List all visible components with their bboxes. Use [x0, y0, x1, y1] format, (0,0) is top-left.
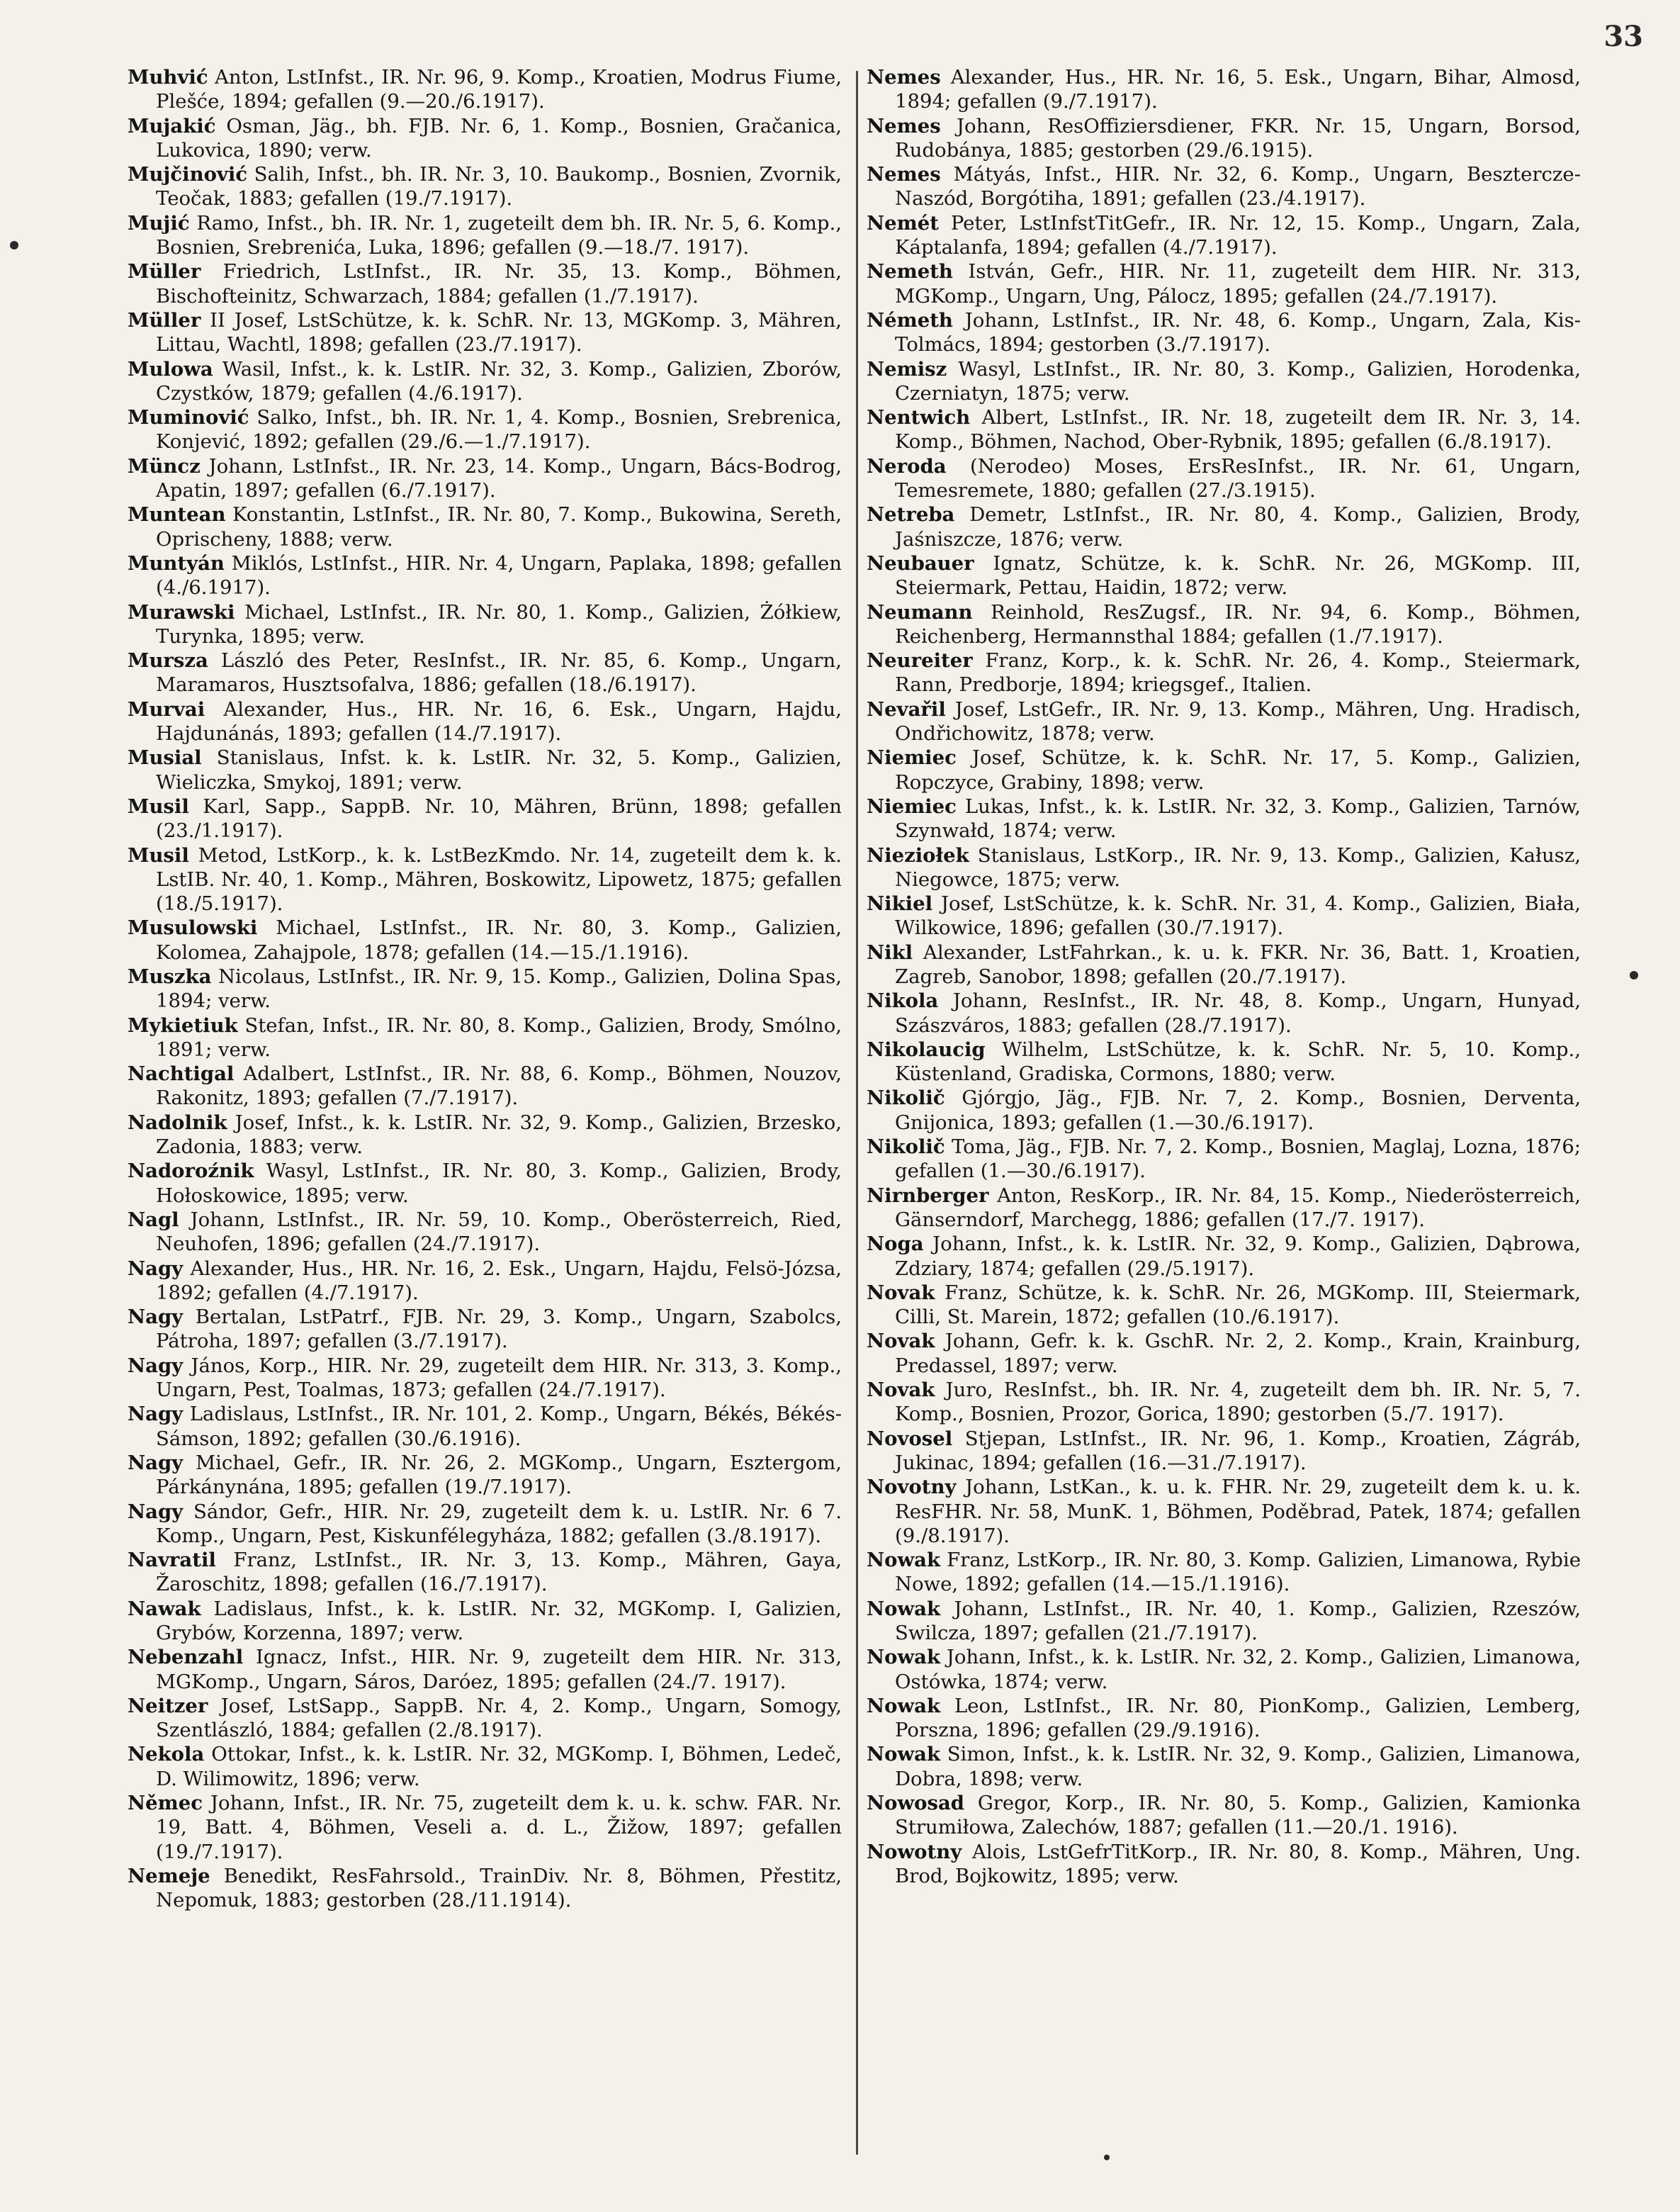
register-entry: [867, 795, 1581, 843]
register-entry: [128, 600, 842, 649]
register-entry: [867, 989, 1581, 1038]
entry-surname: Neitzer: [128, 1694, 208, 1717]
register-entry: [128, 1500, 842, 1549]
scan-speck: [1104, 2155, 1110, 2160]
register-entry: [867, 308, 1581, 357]
register-entry: [867, 162, 1581, 211]
entry-details: Peter, LstInfstTitGefr., IR. Nr. 12, 15. Komp., Ungarn, Zala, Káptalanfa, 1894; gefallen (4./7.1917).: [895, 211, 1581, 259]
register-entry: [128, 308, 842, 357]
register-entry: [867, 1597, 1581, 1646]
register-entry: [128, 1159, 842, 1208]
entry-surname: Musial: [128, 746, 202, 770]
entry-details: János, Korp., HIR. Nr. 29, zugeteilt dem HIR. Nr. 313, 3. Komp., Ungarn, Pest, Toalmas, 1873; gefallen (24./7.1917).: [156, 1354, 842, 1402]
register-entry: [128, 1305, 842, 1354]
entry-details: Friedrich, LstInfst., IR. Nr. 35, 13. Komp., Böhmen, Bischofteinitz, Schwarzach, 1884; gefallen (1./7.1917).: [156, 260, 842, 308]
entry-surname: Nentwich: [867, 406, 971, 430]
entry-details: Alexander, Hus., HR. Nr. 16, 5. Esk., Ungarn, Bihar, Almosd, 1894; gefallen (9./7.1917).: [895, 66, 1581, 113]
entry-surname: Neubauer: [867, 551, 974, 575]
register-entry: [867, 1548, 1581, 1597]
entry-surname: Nagy: [128, 1306, 184, 1329]
entry-details: Josef, LstSchütze, k. k. SchR. Nr. 31, 4. Komp., Galizien, Biała, Wilkowice, 1896; gefallen (30./7.1917).: [895, 892, 1581, 940]
entry-details: Ignacz, Infst., HIR. Nr. 9, zugeteilt dem HIR. Nr. 313, MGKomp., Ungarn, Sáros, Daróez, 1895; gefallen (24./7. 1917).: [156, 1646, 842, 1693]
register-entry: [867, 1427, 1581, 1476]
entry-surname: Navratil: [128, 1549, 216, 1572]
entry-surname: Nagy: [128, 1500, 184, 1523]
entry-details: Mátyás, Infst., HIR. Nr. 32, 6. Komp., Ungarn, Besztercze-Naszód, Borgótiha, 1891; gefallen (23./4.1917).: [895, 163, 1581, 210]
register-entry: [128, 1548, 842, 1597]
entry-surname: Musulowski: [128, 916, 258, 940]
scan-speck: [1630, 971, 1638, 979]
entry-details: Miklós, LstInfst., HIR. Nr. 4, Ungarn, Paplaka, 1898; gefallen (4./6.1917).: [156, 551, 842, 600]
entry-surname: Neureiter: [867, 649, 973, 673]
scan-speck: [10, 241, 18, 249]
entry-details: Josef, Infst., k. k. LstIR. Nr. 32, 9. Komp., Galizien, Brzesko, Zadonia, 1883; verw.: [156, 1111, 842, 1159]
entry-details: Franz, LstInfst., IR. Nr. 3, 13. Komp., Mähren, Gaya, Žaroschitz, 1898; gefallen (16./7.1917).: [156, 1549, 842, 1596]
entry-details: Franz, LstKorp., IR. Nr. 80, 3. Komp. Galizien, Limanowa, Rybie Nowe, 1892; gefallen (14.—15./1.1916).: [895, 1549, 1581, 1596]
entry-details: Johann, Infst., k. k. LstIR. Nr. 32, 9. Komp., Galizien, Dąbrowa, Zdziary, 1874; gefallen (29./5.1917).: [895, 1233, 1581, 1280]
register-entry: [128, 1694, 842, 1743]
entry-surname: Němec: [128, 1792, 203, 1815]
entry-surname: Nowak: [867, 1597, 941, 1620]
register-entry: [128, 162, 842, 211]
entry-details: Franz, Schütze, k. k. SchR. Nr. 26, MGKomp. III, Steiermark, Cilli, St. Marein, 1872; gefallen (10./6.1917).: [895, 1281, 1581, 1329]
register-entry: [128, 1791, 842, 1864]
entry-surname: Novak: [867, 1281, 935, 1304]
entry-surname: Mujić: [128, 211, 190, 235]
entry-surname: Netreba: [867, 503, 955, 527]
entry-details: Stefan, Infst., IR. Nr. 80, 8. Komp., Galizien, Brody, Smólno, 1891; verw.: [156, 1014, 842, 1061]
entry-details: Josef, Schütze, k. k. SchR. Nr. 17, 5. Komp., Galizien, Ropczyce, Grabiny, 1898; verw.: [895, 746, 1581, 794]
register-entry: [867, 600, 1581, 649]
entry-details: Toma, Jäg., FJB. Nr. 7, 2. Komp., Bosnien, Maglaj, Lozna, 1876; gefallen (1.—30./6.1917).: [895, 1135, 1581, 1183]
entry-details: Johann, LstInfst., IR. Nr. 23, 14. Komp., Ungarn, Bács-Bodrog, Apatin, 1897; gefallen (6./7.1917).: [156, 454, 842, 503]
register-entry: [128, 454, 842, 503]
entry-details: Anton, LstInfst., IR. Nr. 96, 9. Komp., Kroatien, Modrus Fiume, Plešće, 1894; gefallen (9.—20./6.1917).: [156, 66, 842, 113]
register-entry: [128, 357, 842, 406]
entry-details: Ladislaus, Infst., k. k. LstIR. Nr. 32, MGKomp. I, Galizien, Grybów, Korzenna, 1897; verw.: [156, 1597, 842, 1644]
entry-details: Adalbert, LstInfst., IR. Nr. 88, 6. Komp., Böhmen, Nouzov, Rakonitz, 1893; gefallen (7./7.1917).: [156, 1062, 842, 1110]
entry-surname: Mulowa: [128, 357, 213, 381]
entry-details: Johann, Gefr. k. k. GschR. Nr. 2, 2. Komp., Krain, Krainburg, Predassel, 1897; verw.: [895, 1330, 1581, 1377]
entry-surname: Nowak: [867, 1743, 941, 1766]
entry-details: Stanislaus, Infst. k. k. LstIR. Nr. 32, 5. Komp., Galizien, Wieliczka, Smykoj, 1891; verw.: [156, 746, 842, 794]
entry-surname: Neroda: [867, 454, 947, 478]
entry-surname: Müller: [128, 308, 201, 332]
entry-surname: Niemiec: [867, 746, 957, 770]
register-entry: [867, 697, 1581, 746]
entry-details: Johann, LstKan., k. u. k. FHR. Nr. 29, zugeteilt dem k. u. k. ResFHR. Nr. 58, MunK. 1, Böhmen, Poděbrad, Patek, 1874; gefallen (9./8.1917).: [895, 1476, 1581, 1547]
register-entry: [128, 259, 842, 308]
entry-details: Wasyl, LstInfst., IR. Nr. 80, 3. Komp., Galizien, Brody, Hołoskowice, 1895; verw.: [156, 1160, 842, 1207]
entry-surname: Nagy: [128, 1451, 184, 1474]
entry-details: Wilhelm, LstSchütze, k. k. SchR. Nr. 5, 10. Komp., Küstenland, Gradiska, Cormons, 1880; verw.: [895, 1038, 1581, 1086]
register-entry: [867, 357, 1581, 406]
entry-surname: Nachtigal: [128, 1062, 235, 1086]
column-divider: [856, 71, 858, 2155]
entry-details: Alexander, Hus., HR. Nr. 16, 2. Esk., Ungarn, Hajdu, Felsö-Józsa, 1892; gefallen (4./7.1917).: [156, 1257, 842, 1304]
entry-surname: Musil: [128, 795, 189, 818]
entry-details: Alois, LstGefrTitKorp., IR. Nr. 80, 8. Komp., Mähren, Ung. Brod, Bojkowitz, 1895; verw.: [895, 1840, 1581, 1887]
register-entry: [128, 1014, 842, 1062]
entry-surname: Nemes: [867, 66, 941, 89]
right-column: [867, 65, 1581, 2163]
entry-details: Anton, ResKorp., IR. Nr. 84, 15. Komp., Niederösterreich, Gänserndorf, Marchegg, 1886; gefallen (17./7. 1917).: [895, 1184, 1581, 1231]
register-entry: [128, 65, 842, 114]
register-entry: [867, 1232, 1581, 1281]
entry-surname: Nikola: [867, 989, 939, 1013]
entry-surname: Nagy: [128, 1403, 184, 1426]
register-entry: [128, 551, 842, 600]
register-entry: [867, 1329, 1581, 1378]
entry-surname: Mykietiuk: [128, 1014, 238, 1037]
register-entry: [128, 114, 842, 163]
entry-details: Metod, LstKorp., k. k. LstBezKmdo. Nr. 14, zugeteilt dem k. k. LstIB. Nr. 40, 1. Komp., Mähren, Boskowitz, Lipowetz, 1875; gefallen (18./5.1917).: [156, 843, 842, 916]
entry-surname: Nieziołek: [867, 843, 969, 867]
register-entry: [867, 1694, 1581, 1743]
register-entry: [867, 1475, 1581, 1548]
entry-surname: Németh: [867, 308, 953, 332]
entry-details: Demetr, LstInfst., IR. Nr. 80, 4. Komp., Galizien, Brody, Jaśniszcze, 1876; verw.: [895, 503, 1581, 551]
register-entry: [867, 1840, 1581, 1889]
left-column: [128, 65, 842, 2163]
entry-details: Alexander, LstFahrkan., k. u. k. FKR. Nr. 36, Batt. 1, Kroatien, Zagreb, Sanobor, 1898; gefallen (20./7.1917).: [895, 941, 1581, 988]
entry-details: Johann, ResOffiziersdiener, FKR. Nr. 15, Ungarn, Borsod, Rudobánya, 1885; gestorben (29./6.1915).: [895, 114, 1581, 162]
entry-surname: Murawski: [128, 600, 235, 624]
entry-details: Stjepan, LstInfst., IR. Nr. 96, 1. Komp., Kroatien, Zágráb, Jukinac, 1894; gefallen (16.—31./7.1917).: [895, 1427, 1581, 1474]
entry-surname: Novosel: [867, 1427, 953, 1450]
entry-details: Franz, Korp., k. k. SchR. Nr. 26, 4. Komp., Steiermark, Rann, Predborje, 1894; kriegsgef., Italien.: [895, 649, 1581, 697]
entry-surname: Muminović: [128, 406, 249, 430]
entry-surname: Nagl: [128, 1208, 179, 1231]
entry-details: Johann, Infst., k. k. LstIR. Nr. 32, 2. Komp., Galizien, Limanowa, Ostówka, 1874; verw.: [895, 1646, 1581, 1693]
entry-surname: Nikl: [867, 941, 913, 964]
entry-details: Alexander, Hus., HR. Nr. 16, 6. Esk., Ungarn, Hajdu, Hajdunánás, 1893; gefallen (14./7.1917).: [156, 697, 842, 746]
entry-surname: Muntean: [128, 503, 226, 527]
register-entry: [128, 1111, 842, 1160]
entry-details: Salko, Infst., bh. IR. Nr. 1, 4. Komp., Bosnien, Srebrenica, Konjević, 1892; gefallen (29./6.—1./7.1917).: [156, 406, 842, 454]
entry-details: Josef, LstSapp., SappB. Nr. 4, 2. Komp., Ungarn, Somogy, Szentlászló, 1884; gefallen (2./8.1917).: [156, 1694, 842, 1742]
entry-details: Ignatz, Schütze, k. k. SchR. Nr. 26, MGKomp. III, Steiermark, Pettau, Haidin, 1872; verw.: [895, 551, 1581, 600]
entry-surname: Nowak: [867, 1549, 941, 1572]
register-entry: [128, 843, 842, 916]
entry-details: Gregor, Korp., IR. Nr. 80, 5. Komp., Galizien, Kamionka Strumiłowa, Zalechów, 1887; gefallen (11.—20./1. 1916).: [895, 1792, 1581, 1839]
entry-details: Benedikt, ResFahrsold., TrainDiv. Nr. 8, Böhmen, Přestitz, Nepomuk, 1883; gestorben (28./11.1914).: [156, 1864, 842, 1912]
entry-details: Michael, LstInfst., IR. Nr. 80, 3. Komp., Galizien, Kolomea, Zahajpole, 1878; gefallen (14.—15./1.1916).: [156, 916, 842, 964]
entry-details: Wasyl, LstInfst., IR. Nr. 80, 3. Komp., Galizien, Horodenka, Czerniatyn, 1875; verw.: [895, 357, 1581, 405]
register-entry: [128, 916, 842, 965]
register-entry: [867, 1184, 1581, 1233]
register-entry: [867, 1038, 1581, 1087]
entry-surname: Nikolaucig: [867, 1038, 986, 1061]
register-entry: [867, 259, 1581, 308]
entry-surname: Murvai: [128, 697, 205, 721]
entry-surname: Noga: [867, 1233, 924, 1256]
register-entry: [128, 1354, 842, 1403]
entry-surname: Nadolnik: [128, 1111, 227, 1134]
entry-surname: Nirnberger: [867, 1184, 989, 1207]
entry-details: Johann, Infst., IR. Nr. 75, zugeteilt dem k. u. k. schw. FAR. Nr. 19, Batt. 4, Böhmen, Veseli a. d. L., Žižow, 1897; gefallen (19./7.1917).: [156, 1792, 842, 1863]
entry-surname: Novak: [867, 1330, 935, 1353]
entry-details: Salih, Infst., bh. IR. Nr. 3, 10. Baukomp., Bosnien, Zvornik, Teočak, 1883; gefallen (19./7.1917).: [156, 163, 842, 210]
entry-surname: Muhvić: [128, 66, 208, 89]
entry-surname: Nikolič: [867, 1135, 945, 1159]
page-columns: [128, 65, 1581, 2163]
register-entry: [128, 503, 842, 551]
entry-surname: Nowak: [867, 1694, 941, 1717]
entry-surname: Muntyán: [128, 551, 225, 575]
register-entry: [867, 941, 1581, 989]
entry-surname: Mujakić: [128, 114, 216, 137]
entry-details: Bertalan, LstPatrf., FJB. Nr. 29, 3. Komp., Ungarn, Szabolcs, Pátroha, 1897; gefallen (3./7.1917).: [156, 1306, 842, 1353]
register-entry: [128, 1742, 842, 1791]
entry-details: Stanislaus, LstKorp., IR. Nr. 9, 13. Komp., Galizien, Kałusz, Niegowce, 1875; verw.: [895, 843, 1581, 891]
entry-details: Albert, LstInfst., IR. Nr. 18, zugeteilt dem IR. Nr. 3, 14. Komp., Böhmen, Nachod, Ober-Rybnik, 1895; gefallen (6./8.1917).: [895, 406, 1581, 454]
register-entry: [867, 454, 1581, 503]
entry-details: Simon, Infst., k. k. LstIR. Nr. 32, 9. Komp., Galizien, Limanowa, Dobra, 1898; verw.: [895, 1743, 1581, 1790]
entry-details: (Nerodeo) Moses, ErsResInfst., IR. Nr. 61, Ungarn, Temesremete, 1880; gefallen (27./3.1915).: [895, 454, 1581, 503]
register-entry: [128, 1645, 842, 1694]
entry-surname: Neumann: [867, 600, 973, 624]
register-entry: [128, 795, 842, 843]
register-entry: [867, 746, 1581, 795]
entry-details: Nicolaus, LstInfst., IR. Nr. 9, 15. Komp., Galizien, Dolina Spas, 1894; verw.: [156, 965, 842, 1013]
entry-surname: Nebenzahl: [128, 1646, 244, 1669]
entry-details: Ottokar, Infst., k. k. LstIR. Nr. 32, MGKomp. I, Böhmen, Ledeč, D. Wilimowitz, 1896; verw.: [156, 1743, 842, 1790]
entry-surname: Müller: [128, 260, 201, 283]
entry-surname: Novak: [867, 1379, 935, 1402]
entry-surname: Müncz: [128, 454, 201, 478]
register-entry: [867, 405, 1581, 454]
register-entry: [867, 1742, 1581, 1791]
entry-details: Gjórgjo, Jäg., FJB. Nr. 7, 2. Komp., Bosnien, Derventa, Gnijonica, 1893; gefallen (1.—30./6.1917).: [895, 1087, 1581, 1134]
entry-details: Lukas, Infst., k. k. LstIR. Nr. 32, 3. Komp., Galizien, Tarnów, Szynwałd, 1874; verw.: [895, 795, 1581, 843]
register-entry: [867, 211, 1581, 260]
register-entry: [867, 551, 1581, 600]
register-entry: [128, 1208, 842, 1257]
entry-surname: Nemisz: [867, 357, 947, 381]
entry-surname: Nemeth: [867, 260, 953, 283]
entry-details: Reinhold, ResZugsf., IR. Nr. 94, 6. Komp., Böhmen, Reichenberg, Hermannsthal 1884; gefallen (1./7.1917).: [895, 600, 1581, 648]
entry-surname: Mujčinović: [128, 163, 248, 186]
entry-surname: Nawak: [128, 1597, 201, 1620]
entry-surname: Musil: [128, 843, 189, 867]
register-entry: [128, 1257, 842, 1306]
register-entry: [867, 892, 1581, 941]
entry-details: Ladislaus, LstInfst., IR. Nr. 101, 2. Komp., Ungarn, Békés, Békés-Sámson, 1892; gefallen (30./6.1916).: [156, 1403, 842, 1450]
register-entry: [128, 1451, 842, 1500]
entry-details: Johann, LstInfst., IR. Nr. 40, 1. Komp., Galizien, Rzeszów, Swilcza, 1897; gefallen (21./7.1917).: [895, 1597, 1581, 1644]
entry-details: Osman, Jäg., bh. FJB. Nr. 6, 1. Komp., Bosnien, Gračanica, Lukovica, 1890; verw.: [156, 114, 842, 162]
entry-surname: Nagy: [128, 1354, 184, 1377]
entry-surname: Novotny: [867, 1476, 957, 1499]
entry-details: István, Gefr., HIR. Nr. 11, zugeteilt dem HIR. Nr. 313, MGKomp., Ungarn, Ung, Pálocz, 1895; gefallen (24./7.1917).: [895, 260, 1581, 308]
register-entry: [867, 1135, 1581, 1184]
register-entry: [867, 843, 1581, 892]
register-entry: [128, 405, 842, 454]
entry-details: Juro, ResInfst., bh. IR. Nr. 4, zugeteilt dem bh. IR. Nr. 5, 7. Komp., Bosnien, Prozor, Gorica, 1890; gestorben (5./7. 1917).: [895, 1379, 1581, 1426]
register-entry: [128, 746, 842, 795]
entry-surname: Nemes: [867, 163, 941, 186]
entry-details: Wasil, Infst., k. k. LstIR. Nr. 32, 3. Komp., Galizien, Zborów, Czystków, 1879; gefallen (4./6.1917).: [156, 357, 842, 405]
register-entry: [867, 1791, 1581, 1840]
entry-surname: Mursza: [128, 649, 208, 673]
entry-surname: Nowak: [867, 1646, 941, 1669]
register-entry: [128, 965, 842, 1014]
register-entry: [128, 211, 842, 260]
entry-details: Ramo, Infst., bh. IR. Nr. 1, zugeteilt dem bh. IR. Nr. 5, 6. Komp., Bosnien, Srebrenića, Luka, 1896; gefallen (9.—18./7. 1917).: [156, 211, 842, 259]
register-entry: [128, 649, 842, 697]
entry-surname: Nowosad: [867, 1792, 965, 1815]
entry-surname: Nekola: [128, 1743, 205, 1766]
entry-surname: Nevařil: [867, 697, 946, 721]
entry-details: Johann, LstInfst., IR. Nr. 48, 6. Komp., Ungarn, Zala, Kis-Tolmács, 1894; gestorben (3./7.1917).: [895, 308, 1581, 356]
entry-surname: Nowotny: [867, 1840, 962, 1863]
entry-details: Johann, LstInfst., IR. Nr. 59, 10. Komp., Oberösterreich, Ried, Neuhofen, 1896; gefallen (24./7.1917).: [156, 1208, 842, 1256]
entry-details: Konstantin, LstInfst., IR. Nr. 80, 7. Komp., Bukowina, Sereth, Oprischeny, 1888; verw.: [156, 503, 842, 551]
entry-surname: Nemét: [867, 211, 939, 235]
register-entry: [867, 1378, 1581, 1427]
entry-surname: Muszka: [128, 965, 212, 988]
entry-surname: Nemeje: [128, 1864, 210, 1887]
entry-details: László des Peter, ResInfst., IR. Nr. 85, 6. Komp., Ungarn, Maramaros, Husztsofalva, 1886; gefallen (18./6.1917).: [156, 649, 842, 697]
entry-surname: Nemes: [867, 114, 941, 137]
entry-details: Josef, LstGefr., IR. Nr. 9, 13. Komp., Mähren, Ung. Hradisch, Ondřichowitz, 1878; verw.: [895, 697, 1581, 746]
entry-details: Sándor, Gefr., HIR. Nr. 29, zugeteilt dem k. u. LstIR. Nr. 6 7. Komp., Ungarn, Pest, Kiskunfélegyháza, 1882; gefallen (3./8.1917).: [156, 1500, 842, 1547]
entry-details: Michael, Gefr., IR. Nr. 26, 2. MGKomp., Ungarn, Esztergom, Párkánynána, 1895; gefallen (19./7.1917).: [156, 1451, 842, 1499]
register-entry: [128, 697, 842, 746]
page-number: 33: [1603, 20, 1643, 53]
register-entry: [867, 1281, 1581, 1330]
register-entry: [128, 1062, 842, 1111]
register-entry: [867, 649, 1581, 697]
register-entry: [867, 114, 1581, 163]
entry-details: Leon, LstInfst., IR. Nr. 80, PionKomp., Galizien, Lemberg, Porszna, 1896; gefallen (29./9.1916).: [895, 1694, 1581, 1742]
register-entry: [128, 1597, 842, 1646]
entry-surname: Nagy: [128, 1257, 184, 1280]
register-entry: [867, 503, 1581, 551]
entry-details: II Josef, LstSchütze, k. k. SchR. Nr. 13, MGKomp. 3, Mähren, Littau, Wachtl, 1898; gefallen (23./7.1917).: [156, 308, 842, 356]
register-entry: [867, 65, 1581, 114]
entry-surname: Nikiel: [867, 892, 933, 916]
entry-surname: Nadoroźnik: [128, 1160, 254, 1183]
register-entry: [867, 1086, 1581, 1135]
entry-details: Karl, Sapp., SappB. Nr. 10, Mähren, Brünn, 1898; gefallen (23./1.1917).: [156, 795, 842, 843]
register-entry: [128, 1864, 842, 1913]
entry-surname: Nikolič: [867, 1087, 945, 1110]
register-entry: [128, 1402, 842, 1451]
entry-details: Johann, ResInfst., IR. Nr. 48, 8. Komp., Ungarn, Hunyad, Szászváros, 1883; gefallen (28./7.1917).: [895, 989, 1581, 1037]
register-entry: [867, 1645, 1581, 1694]
entry-details: Michael, LstInfst., IR. Nr. 80, 1. Komp., Galizien, Żółkiew, Turynka, 1895; verw.: [156, 600, 842, 648]
entry-surname: Niemiec: [867, 795, 957, 818]
